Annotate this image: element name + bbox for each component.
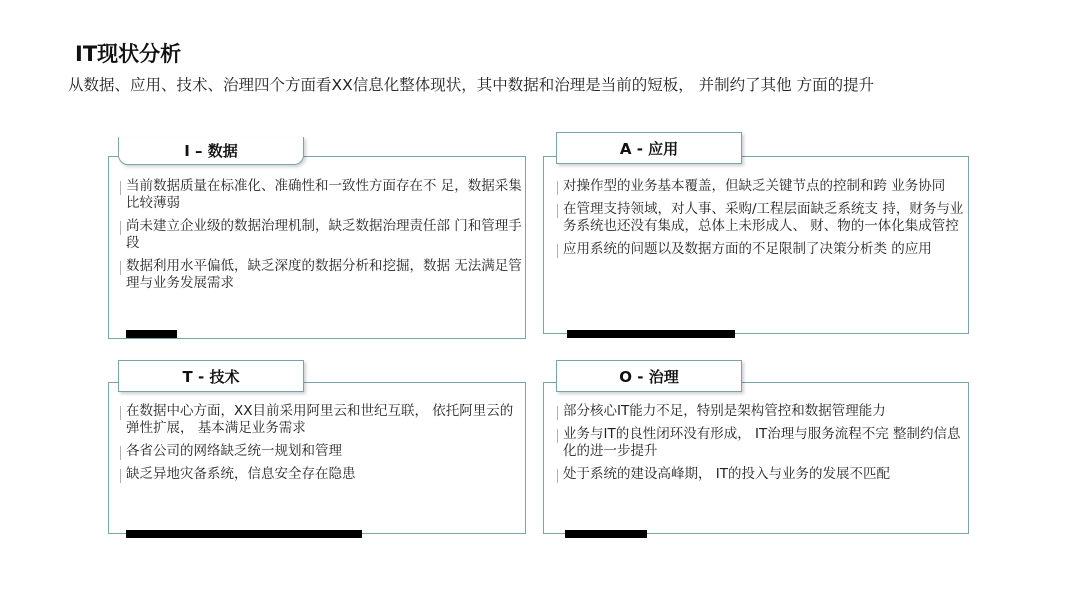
card-app-tab	[556, 132, 742, 164]
list-item: 对操作型的业务基本覆盖，但缺乏关键节点的控制和跨 业务协同	[557, 178, 967, 195]
list-item: 应用系统的问题以及数据方面的不足限制了决策分析类 的应用	[557, 241, 967, 258]
card-data-bar	[126, 330, 177, 338]
card-gov-title: O - 治理	[619, 367, 679, 386]
card-tech-title: T - 技术	[182, 367, 240, 386]
page-subtitle: 从数据、应用、技术、治理四个方面看XX信息化整体现状，其中数据和治理是当前的短板， 并制约了其他 方面的提升	[68, 76, 875, 94]
card-gov-bar	[565, 530, 647, 538]
card-gov-tab	[556, 360, 742, 392]
list-item: 数据利用水平偏低，缺乏深度的数据分析和挖掘，数据 无法满足管理与业务发展需求	[120, 258, 522, 292]
card-app-bar	[567, 330, 735, 338]
card-data-title: I – 数据	[184, 142, 238, 160]
card-data-items	[120, 178, 522, 298]
card-app-items	[557, 178, 967, 264]
card-tech-bar	[126, 530, 362, 538]
list-item: 部分核心IT能力不足，特别是架构管控和数据管理能力	[557, 403, 967, 420]
list-item: 各省公司的网络缺乏统一规划和管理	[120, 443, 522, 460]
list-item: 在管理支持领域，对人事、采购/工程层面缺乏系统支 持，财务与业务系统也还没有集成，总体上未形成人、 财、物的一体化集成管控	[557, 201, 967, 235]
list-item: 业务与IT的良性闭环没有形成， IT治理与服务流程不完 整制约信息化的进一步提升	[557, 426, 967, 460]
page-title: IT现状分析	[75, 42, 182, 66]
list-item: 处于系统的建设高峰期， IT的投入与业务的发展不匹配	[557, 466, 967, 483]
list-item: 尚未建立企业级的数据治理机制，缺乏数据治理责任部 门和管理手段	[120, 218, 522, 252]
list-item: 当前数据质量在标准化、准确性和一致性方面存在不 足，数据采集比较薄弱	[120, 178, 522, 212]
card-app-title: A - 应用	[619, 139, 679, 158]
card-tech-tab	[118, 360, 304, 392]
card-gov-items	[557, 403, 967, 489]
list-item: 在数据中心方面，XX目前采用阿里云和世纪互联， 依托阿里云的弹性扩展， 基本满足业务需求	[120, 403, 522, 437]
card-tech-items	[120, 403, 522, 489]
card-data-tab	[118, 137, 304, 165]
list-item: 缺乏异地灾备系统，信息安全存在隐患	[120, 466, 522, 483]
